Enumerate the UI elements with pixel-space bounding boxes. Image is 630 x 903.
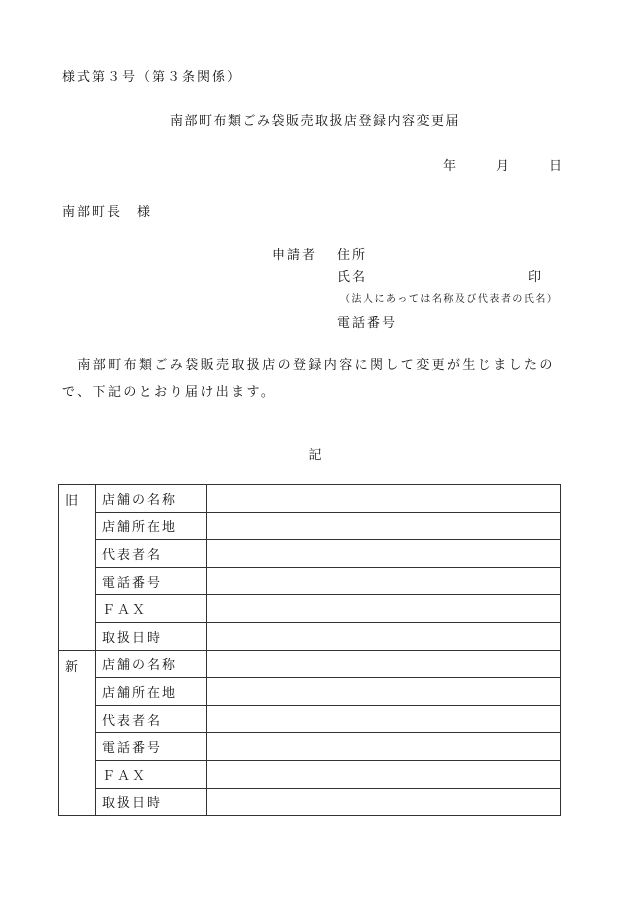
table-row [59,733,561,761]
table-row [59,650,561,678]
item-label: 電話番号 [96,733,207,761]
value-field[interactable] [207,622,561,650]
item-label: 代表者名 [96,705,207,733]
table-row [59,788,561,816]
value-field[interactable] [207,760,561,788]
addressee: 南部町長 様 [62,205,153,220]
item-label: 店舗所在地 [96,678,207,706]
date-year-label: 年 [442,159,456,174]
item-label: 店舗の名称 [96,485,207,513]
address-label: 住所 [337,248,368,263]
table-body [59,485,561,816]
date-month-label: 月 [495,159,509,174]
value-field[interactable] [207,485,561,513]
value-field[interactable] [207,650,561,678]
item-label: 代表者名 [96,540,207,568]
item-label: 店舗の名称 [96,650,207,678]
value-field[interactable] [207,733,561,761]
table-row [59,595,561,623]
name-label: 氏名 [337,270,368,285]
item-label: 取扱日時 [96,788,207,816]
change-table [58,484,561,816]
table-row [59,567,561,595]
value-field[interactable] [207,595,561,623]
item-label: 店舗所在地 [96,512,207,540]
value-field[interactable] [207,705,561,733]
item-label: ＦＡＸ [96,595,207,623]
table-row [59,622,561,650]
group-label: 新 [59,650,96,816]
value-field[interactable] [207,512,561,540]
table-row [59,485,561,513]
value-field[interactable] [207,678,561,706]
value-field[interactable] [207,788,561,816]
table-row [59,540,561,568]
document-title: 南部町布類ごみ袋販売取扱店登録内容変更届 [169,114,460,129]
body-text [62,352,567,406]
phone-label: 電話番号 [337,316,398,331]
table-row [59,512,561,540]
form-number: 様式第３号（第３条関係） [62,70,243,85]
body-text-content: 南部町布類ごみ袋販売取扱店の登録内容に関して変更が生じましたので、下記のとおり届け出ます。 [62,358,555,400]
date-line [443,155,562,174]
group-label: 旧 [59,485,96,651]
ki-heading: 記 [308,448,322,463]
item-label: 取扱日時 [96,622,207,650]
table-row [59,678,561,706]
item-label: ＦＡＸ [96,760,207,788]
item-label: 電話番号 [96,567,207,595]
seal-label: 印 [528,270,542,285]
date-day-label: 日 [548,159,562,174]
corporation-note: （法人にあっては名称及び代表者の氏名） [340,294,559,305]
table-row [59,760,561,788]
applicant-label: 申請者 [272,248,318,263]
value-field[interactable] [207,567,561,595]
value-field[interactable] [207,540,561,568]
table-row [59,705,561,733]
